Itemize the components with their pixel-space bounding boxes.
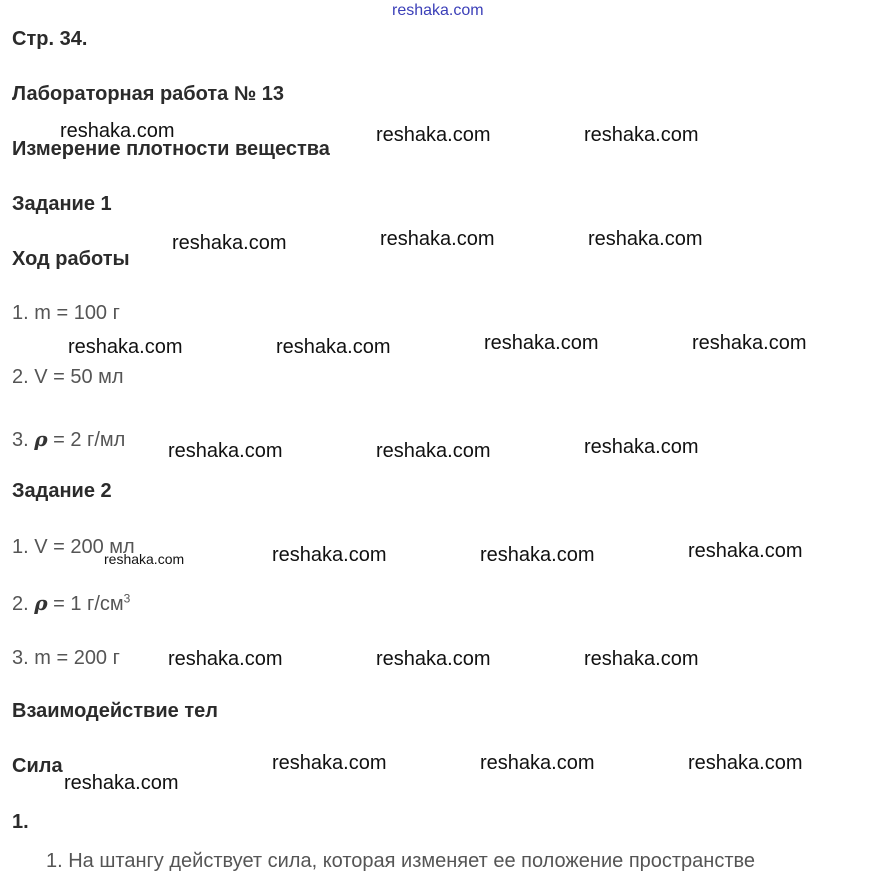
lab-title: Лабораторная работа № 13 bbox=[12, 83, 284, 105]
watermark: reshaka.com bbox=[688, 540, 803, 562]
subsection-heading: Сила bbox=[12, 755, 63, 777]
watermark: reshaka.com bbox=[376, 440, 491, 462]
section-heading: Взаимодействие тел bbox=[12, 700, 218, 722]
watermark: reshaka.com bbox=[584, 436, 699, 458]
watermark: reshaka.com bbox=[172, 232, 287, 254]
watermark: reshaka.com bbox=[376, 648, 491, 670]
watermark: reshaka.com bbox=[692, 332, 807, 354]
exponent: 3 bbox=[123, 591, 131, 606]
watermark: reshaka.com bbox=[584, 648, 699, 670]
lab-subject: Измерение плотности вещества bbox=[12, 138, 330, 160]
task2-item-2 bbox=[12, 591, 130, 616]
watermark: reshaka.com bbox=[484, 332, 599, 354]
watermark: reshaka.com bbox=[68, 336, 183, 358]
task2-item-1: 1. V = 200 мл bbox=[12, 536, 135, 558]
task2-heading: Задание 2 bbox=[12, 480, 112, 502]
task2-item-3: 3. m = 200 г bbox=[12, 647, 120, 669]
task2-item-2-value: = 1 г/см bbox=[53, 593, 124, 615]
watermark: reshaka.com bbox=[64, 772, 179, 794]
density-symbol: ρ bbox=[34, 591, 48, 615]
task1-item-2: 2. V = 50 мл bbox=[12, 366, 124, 388]
watermark: reshaka.com bbox=[276, 336, 391, 358]
procedure-heading: Ход работы bbox=[12, 248, 130, 270]
watermark: reshaka.com bbox=[688, 752, 803, 774]
watermark: reshaka.com bbox=[104, 551, 185, 567]
watermark: reshaka.com bbox=[480, 752, 595, 774]
task1-heading: Задание 1 bbox=[12, 193, 112, 215]
watermark: reshaka.com bbox=[376, 124, 491, 146]
question-number: 1. bbox=[12, 811, 29, 833]
watermark: reshaka.com bbox=[588, 228, 703, 250]
watermark: reshaka.com bbox=[272, 544, 387, 566]
watermark: reshaka.com bbox=[380, 228, 495, 250]
watermark-top: reshaka.com bbox=[392, 2, 484, 19]
density-symbol: ρ bbox=[34, 427, 48, 451]
watermark: reshaka.com bbox=[168, 440, 283, 462]
watermark: reshaka.com bbox=[168, 648, 283, 670]
task2-item-2-number: 2. bbox=[12, 593, 29, 615]
watermark: reshaka.com bbox=[480, 544, 595, 566]
task1-item-3 bbox=[12, 427, 125, 452]
task1-item-3-number: 3. bbox=[12, 429, 29, 451]
watermark: reshaka.com bbox=[584, 124, 699, 146]
question-item-1: 1. На штангу действует сила, которая изменяет ее положение пространстве bbox=[46, 850, 756, 872]
page-number: Стр. 34. bbox=[12, 28, 88, 50]
watermark: reshaka.com bbox=[272, 752, 387, 774]
task1-item-1: 1. m = 100 г bbox=[12, 302, 120, 324]
watermark: reshaka.com bbox=[60, 120, 175, 142]
task1-item-3-value: = 2 г/мл bbox=[53, 429, 126, 451]
